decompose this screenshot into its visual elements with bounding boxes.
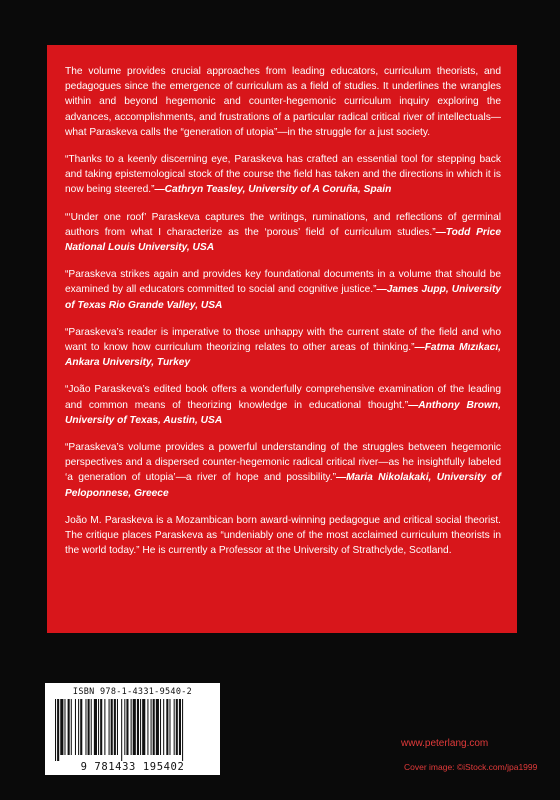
isbn-digits: 9 781433 195402	[80, 761, 185, 773]
barcode-bar	[179, 699, 181, 755]
barcode-bar	[126, 699, 128, 755]
endorsement-attribution: —Cathryn Teasley, University of A Coruña, Spain	[154, 184, 392, 196]
endorsement-quote: “Paraskeva’s reader is imperative to those unhappy with the current state of the field and who want to know how curriculum theorizing relates to other areas of thinking.”	[65, 326, 501, 354]
endorsement-2	[65, 210, 501, 256]
barcode-bar	[64, 699, 65, 755]
barcode-bar	[117, 699, 118, 755]
endorsement-4	[65, 325, 501, 371]
endorsement-attribution: —Todd Price National Louis University, USA	[65, 226, 502, 254]
barcode-bar	[85, 699, 86, 755]
barcode-bar	[104, 699, 105, 755]
barcode-bar	[166, 699, 168, 755]
barcode-bar	[142, 699, 145, 755]
endorsement-attribution: —Maria Nikolakaki, University of Peloponnese, Greece	[65, 472, 501, 499]
barcode-bar	[78, 699, 79, 755]
barcode-bar	[109, 699, 110, 755]
barcode-bar	[124, 699, 125, 755]
barcode-bar	[91, 699, 92, 755]
endorsement-attribution: —James Jupp, University of Texas Rio Grande Valley, USA	[65, 284, 502, 311]
barcode-bar	[182, 699, 183, 761]
barcode-bar	[151, 699, 152, 755]
endorsement-3	[65, 267, 501, 313]
author-bio: João M. Paraskeva is a Mozambican born award-winning pedagogue and critical social theorist. The critique places Paraskeva as “undeniably one of the most acclaimed curriculum theorists in the world today.” He is currently a Professor at the University of Strathclyde, Scotland.	[65, 514, 501, 557]
barcode-bar	[100, 699, 102, 755]
barcode-bar	[111, 699, 113, 755]
barcode-bar	[68, 699, 70, 755]
endorsement-quote: “‘Under one roof’ Paraskeva captures the writings, ruminations, and reflections of germinal authors from what I characterize as the ‘porous’ field of curriculum studies.”	[65, 211, 501, 238]
barcode-bar	[133, 699, 136, 755]
isbn-label: ISBN 978-1-4331-9540-2	[72, 687, 193, 697]
barcode-bar	[174, 699, 175, 755]
endorsement-quote: “Paraskeva’s volume provides a powerful understanding of the struggles between hegemonic perspectives and a dispersed counter-hegemonic radical critical river—as he insightfully labeled ‘a generation of utopia’—a river of hope and possibility.”	[65, 442, 501, 484]
endorsement-attribution: —Fatma Mızıkacı, Ankara University, Turkey	[65, 342, 501, 369]
barcode-bar	[75, 699, 76, 755]
barcode-bar	[147, 699, 148, 755]
barcode-bar	[55, 699, 56, 761]
barcode-bar	[156, 699, 159, 755]
barcode-bar	[137, 699, 139, 755]
endorsement-5	[65, 382, 501, 428]
barcode-bar	[98, 699, 99, 755]
barcode-bar	[88, 699, 90, 755]
back-cover-blurb-panel	[47, 45, 517, 633]
endorsement-1	[65, 152, 501, 198]
publisher-url[interactable]: www.peterlang.com	[401, 738, 489, 749]
barcode-bar	[163, 699, 164, 755]
barcode-bar	[80, 699, 82, 755]
barcode-bar	[114, 699, 116, 755]
endorsement-6	[65, 440, 501, 501]
barcode-bar	[71, 699, 72, 755]
barcode-bar	[131, 699, 132, 755]
barcode-icon	[55, 699, 212, 761]
endorsement-quote: “João Paraskeva’s edited book offers a wonderfully comprehensive examination of the leading and common means of theorizing knowledge in educational thought.”	[65, 384, 501, 411]
cover-image-credit: Cover image: ©iStock.com/jpa1999	[404, 762, 538, 772]
barcode-bar	[140, 699, 141, 755]
barcode-bar	[121, 699, 122, 761]
intro-paragraph: The volume provides crucial approaches from leading educators, curriculum theorists, and pedagogues since the emergence of curriculum as a field of studies. It underlines the wrangles within and beyond hegemonic and counter-hegemonic curriculum inquiry exploring the advances, accomplishments, and frustrations of a particular radical critical river of intellectuals—what Paraskeva calls the “generation of utopia”—in the struggle for a just society.	[65, 66, 501, 138]
endorsement-attribution: —Anthony Brown, University of Texas, Austin, USA	[65, 399, 501, 426]
isbn-barcode	[45, 683, 220, 775]
endorsement-quote: “Thanks to a keenly discerning eye, Paraskeva has crafted an essential tool for stepping back and taking epistemological stock of the course the field has taken and the directions in which it is now being steered.”	[65, 154, 501, 196]
barcode-bar	[169, 699, 170, 755]
barcode-bar	[60, 699, 63, 755]
barcode-bar	[176, 699, 178, 755]
endorsement-quote: “Paraskeva strikes again and provides key foundational documents in a volume that should be examined by all educators committed to social and cognitive justice.”	[65, 269, 501, 296]
barcode-bar	[94, 699, 97, 755]
barcode-bar	[57, 699, 59, 761]
barcode-bar	[160, 699, 161, 755]
barcode-bar	[153, 699, 155, 755]
